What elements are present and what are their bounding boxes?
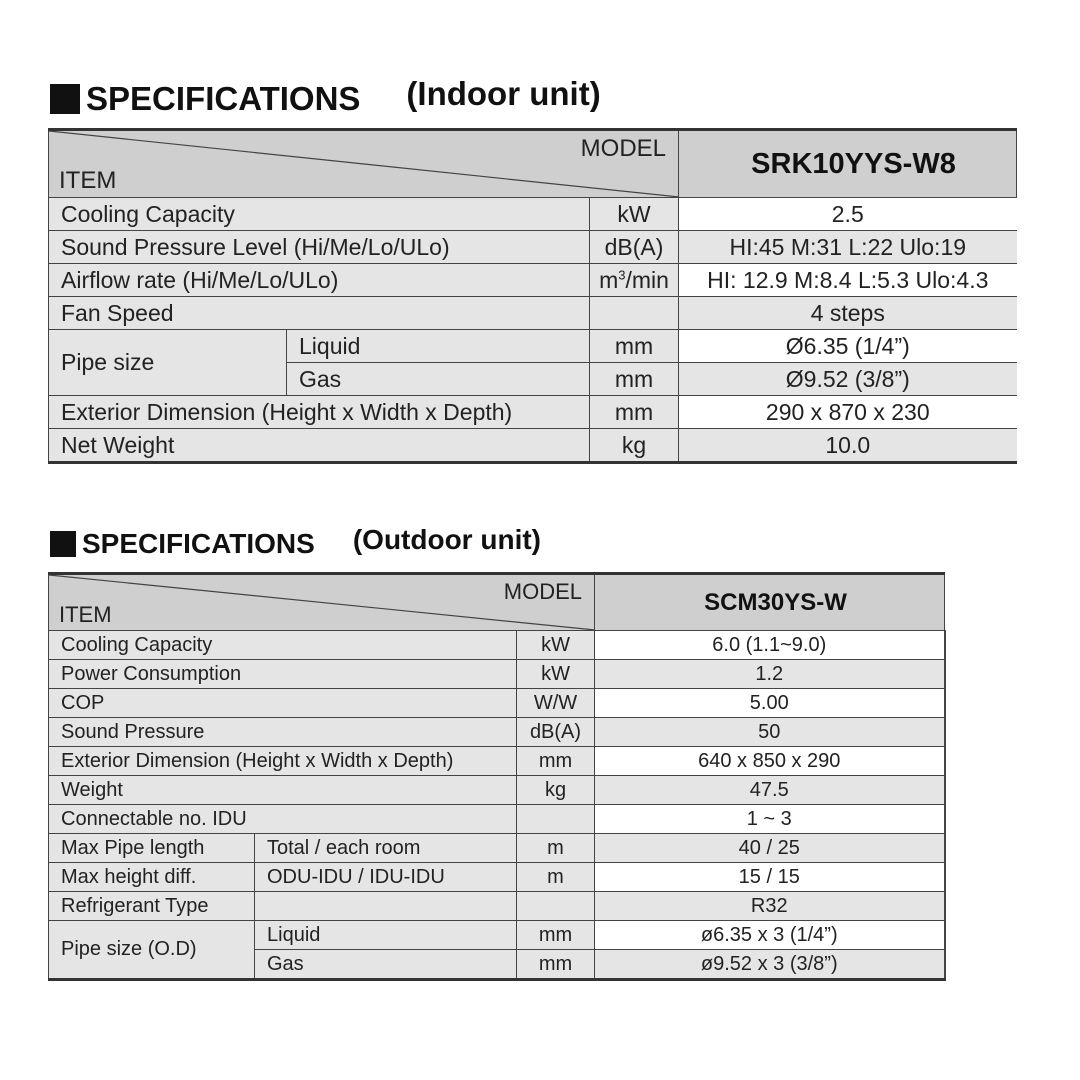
black-square-icon — [50, 84, 80, 114]
row-label: Pipe size — [49, 330, 287, 396]
row-unit: dB(A) — [590, 231, 679, 264]
row-value: HI:45 M:31 L:22 Ulo:19 — [679, 231, 1017, 264]
row-label: Pipe size (O.D) — [49, 921, 255, 980]
row-unit: kW — [517, 631, 595, 660]
indoor-spec-table — [48, 128, 1017, 464]
model-name: SRK10YYS-W8 — [679, 130, 1017, 198]
table-row — [49, 429, 1017, 463]
row-unit: mm — [590, 330, 679, 363]
header-item: ITEM — [59, 602, 112, 627]
row-value: 6.0 (1.1~9.0) — [595, 631, 945, 660]
model-name: SCM30YS-W — [595, 574, 945, 631]
item-model-header — [49, 130, 679, 198]
table-row — [49, 834, 945, 863]
row-sublabel: Gas — [287, 363, 590, 396]
row-unit: mm — [517, 747, 595, 776]
row-unit: m — [517, 834, 595, 863]
table-header-row — [49, 574, 945, 631]
unit-sup: 3 — [618, 266, 626, 282]
row-label: Connectable no. IDU — [49, 805, 517, 834]
row-value: 47.5 — [595, 776, 945, 805]
table-row — [49, 231, 1017, 264]
row-unit: mm — [590, 396, 679, 429]
table-header-row — [49, 130, 1017, 198]
row-unit — [590, 264, 679, 297]
row-value: 10.0 — [679, 429, 1017, 463]
unit-tail: /min — [625, 266, 669, 293]
table-row — [49, 747, 945, 776]
row-label: Airflow rate (Hi/Me/Lo/ULo) — [49, 264, 590, 297]
row-unit: mm — [517, 950, 595, 980]
row-label: Cooling Capacity — [49, 198, 590, 231]
row-value: 1 ~ 3 — [595, 805, 945, 834]
row-label: Max height diff. — [49, 863, 255, 892]
row-value: 4 steps — [679, 297, 1017, 330]
row-label: Exterior Dimension (Height x Width x Depth) — [49, 396, 590, 429]
row-label: Cooling Capacity — [49, 631, 517, 660]
row-sublabel: Liquid — [287, 330, 590, 363]
table-row — [49, 718, 945, 747]
table-row — [49, 198, 1017, 231]
row-label: Refrigerant Type — [49, 892, 255, 921]
table-row — [49, 805, 945, 834]
header-item: ITEM — [59, 167, 117, 194]
indoor-title: SPECIFICATIONS — [86, 80, 361, 117]
row-unit: m — [517, 863, 595, 892]
row-value: 1.2 — [595, 660, 945, 689]
row-unit: kg — [517, 776, 595, 805]
row-sublabel — [255, 892, 517, 921]
row-unit — [517, 805, 595, 834]
row-unit: dB(A) — [517, 718, 595, 747]
black-square-icon — [50, 531, 76, 557]
row-unit: mm — [590, 363, 679, 396]
row-label: Exterior Dimension (Height x Width x Depth) — [49, 747, 517, 776]
row-unit: kW — [590, 198, 679, 231]
row-unit: W/W — [517, 689, 595, 718]
outdoor-subtitle: (Outdoor unit) — [352, 524, 541, 555]
item-model-header — [49, 574, 595, 631]
row-label: Fan Speed — [49, 297, 590, 330]
table-row — [49, 776, 945, 805]
outdoor-spec-table — [48, 572, 946, 981]
table-row — [49, 396, 1017, 429]
row-value: 2.5 — [679, 198, 1017, 231]
row-value: 40 / 25 — [595, 834, 945, 863]
row-unit: kg — [590, 429, 679, 463]
indoor-section-title — [50, 75, 601, 118]
row-sublabel: Gas — [255, 950, 517, 980]
row-label: Max Pipe length — [49, 834, 255, 863]
unit-base: m — [599, 266, 619, 293]
row-label: Power Consumption — [49, 660, 517, 689]
row-value: 15 / 15 — [595, 863, 945, 892]
table-row — [49, 297, 1017, 330]
table-row — [49, 921, 945, 950]
table-row — [49, 330, 1017, 363]
table-row — [49, 892, 945, 921]
table-row — [49, 631, 945, 660]
row-value: R32 — [595, 892, 945, 921]
table-row — [49, 264, 1017, 297]
table-row — [49, 863, 945, 892]
row-sublabel: Liquid — [255, 921, 517, 950]
row-label: Net Weight — [49, 429, 590, 463]
outdoor-title: SPECIFICATIONS — [82, 528, 315, 559]
header-model: MODEL — [580, 135, 667, 162]
row-value: 640 x 850 x 290 — [595, 747, 945, 776]
row-sublabel: ODU-IDU / IDU-IDU — [255, 863, 517, 892]
row-value: Ø9.52 (3/8”) — [679, 363, 1017, 396]
row-value: 5.00 — [595, 689, 945, 718]
row-value: 290 x 870 x 230 — [679, 396, 1017, 429]
row-label: Sound Pressure — [49, 718, 517, 747]
table-row — [49, 660, 945, 689]
row-label: COP — [49, 689, 517, 718]
row-value: ø6.35 x 3 (1/4”) — [595, 921, 945, 950]
row-value: HI: 12.9 M:8.4 L:5.3 Ulo:4.3 — [679, 264, 1017, 297]
row-label: Weight — [49, 776, 517, 805]
row-unit: mm — [517, 921, 595, 950]
row-value: ø9.52 x 3 (3/8”) — [595, 950, 945, 980]
row-label: Sound Pressure Level (Hi/Me/Lo/ULo) — [49, 231, 590, 264]
row-sublabel: Total / each room — [255, 834, 517, 863]
row-unit — [517, 892, 595, 921]
outdoor-section-title — [50, 524, 541, 560]
row-value: 50 — [595, 718, 945, 747]
indoor-subtitle: (Indoor unit) — [406, 75, 601, 112]
row-unit: kW — [517, 660, 595, 689]
row-value: Ø6.35 (1/4”) — [679, 330, 1017, 363]
header-model: MODEL — [503, 579, 583, 604]
table-row — [49, 689, 945, 718]
row-unit — [590, 297, 679, 330]
